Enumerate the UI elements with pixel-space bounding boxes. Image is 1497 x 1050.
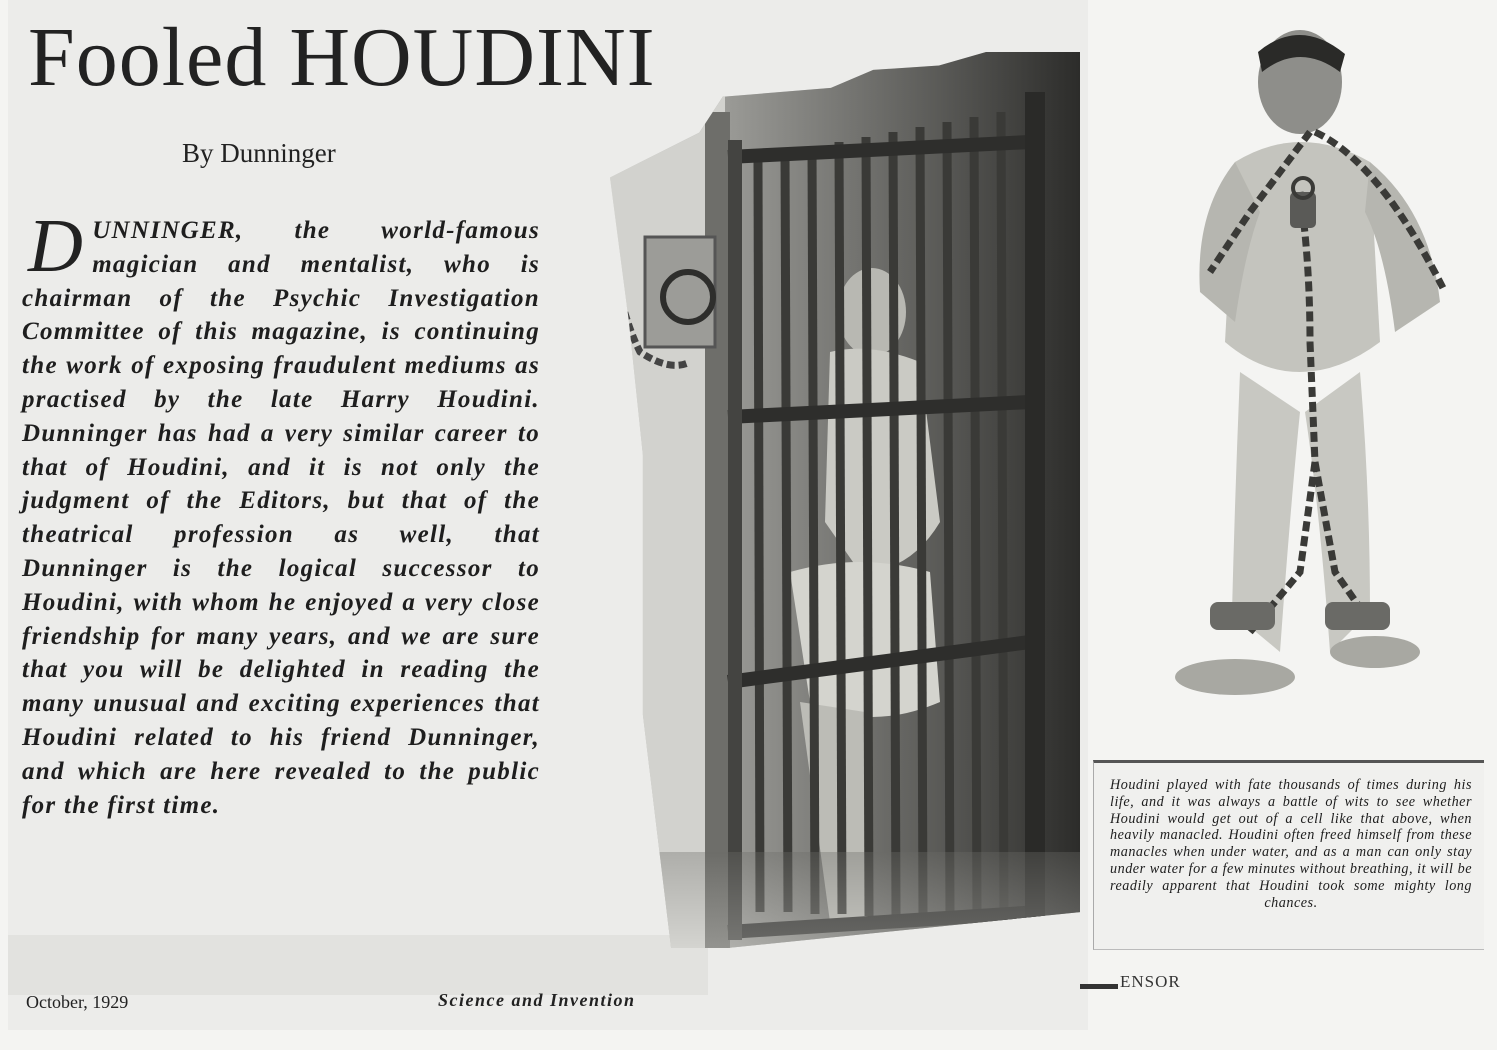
byline: By Dunninger (182, 138, 336, 168)
magazine-name: Science and Invention (438, 990, 636, 1010)
manacled-figure-illustration (1140, 12, 1480, 752)
photo-caption: Houdini played with fate thousands of times during his life, and it was always a battle of wits to see whether Houdini would get out of a cell like that above, when heavily manacled. Houdini often freed himself from these manacles when under water, and as a man can only stay under water for a few minutes without breathing, it will be readily apparent that Houdini took some mighty long chances. (1110, 777, 1472, 911)
drop-cap: D (28, 204, 85, 288)
article-text: UNNINGER, the world-famous magician and mentalist, who is chairman of the Psychic Investigation Committee of this magazine, is continuing the work of exposing fraudulent mediums as practised by the late Harry Houdini. Dunninger has had a very similar career to that of Houdini, and it is not only the judgment of the Editors, but that of the theatrical profession as well, that Dunninger is the logical successor to Houdini, with whom he enjoyed a very close friendship for many years, and we are sure that you will be delighted in reading the many unusual and exciting experiences that Houdini related to his friend Dunninger, and which are here revealed to the public for the first time. (22, 217, 540, 819)
footer-strip (8, 935, 708, 995)
page-title: Fooled HOUDINI (28, 11, 656, 104)
jail-cell-photo (610, 52, 1080, 948)
manacled-houdini-photo (1140, 12, 1480, 752)
article-body (22, 204, 540, 822)
signature-mark (1080, 984, 1118, 989)
photo-caption-box (1093, 760, 1484, 950)
jail-cell-illustration (610, 52, 1080, 948)
photo-credit: ENSOR (1120, 972, 1181, 991)
issue-date: October, 1929 (26, 992, 129, 1012)
